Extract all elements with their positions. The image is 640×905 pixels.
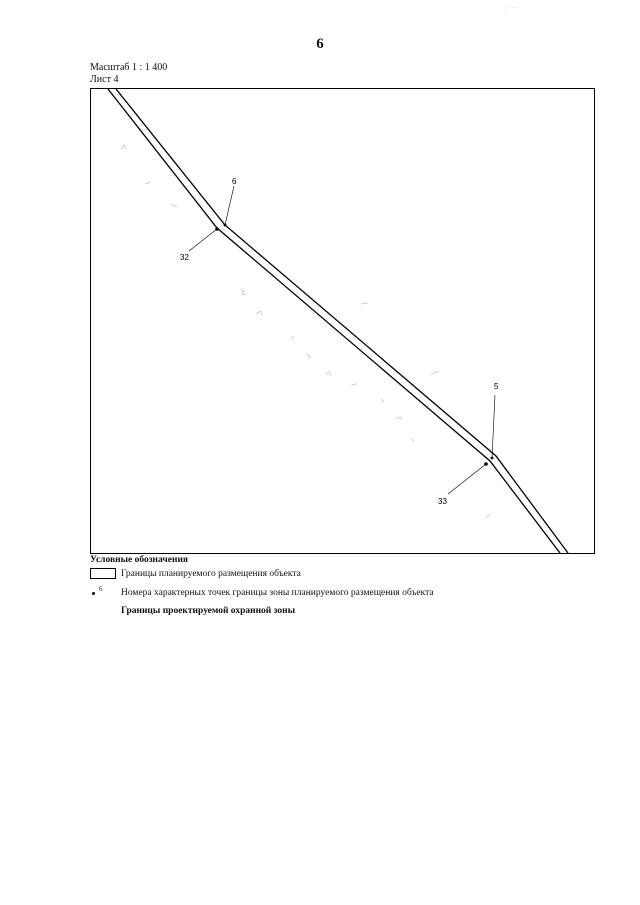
scan-artifact: . · ·· [505,4,518,12]
point-marker-sup: 6 [99,585,103,593]
legend-item-text: Номера характерных точек границы зоны планируемого размещения объекта [121,588,434,598]
sheet-label: Лист 4 [90,74,119,85]
leader-5 [492,395,495,458]
scale-label: Масштаб 1 : 1 400 [90,62,168,73]
marker-6-label: 6 [232,177,237,186]
leader-33 [448,464,486,494]
leader-32 [189,229,217,251]
page-number: 6 [316,36,324,52]
map-canvas [91,89,594,553]
background-noise [121,145,490,517]
point-32-label: 32 [180,253,189,262]
point-33-label: 33 [438,497,447,506]
map-frame [90,88,595,554]
marker-5-label: 5 [494,382,499,391]
leader-6 [225,186,234,225]
legend-item-security-zone [90,606,295,616]
legend-title: Условные обозначения [90,555,189,565]
point-marker-icon [90,587,116,599]
planned-object-boundary [108,89,568,553]
legend-item-text: Границы планируемого размещения объекта [121,568,301,579]
legend-item-points [90,587,434,599]
legend-item-text: Границы проектируемой охранной зоны [121,606,296,616]
boundary-swatch-icon [90,568,116,579]
legend-item-boundary [90,568,301,579]
